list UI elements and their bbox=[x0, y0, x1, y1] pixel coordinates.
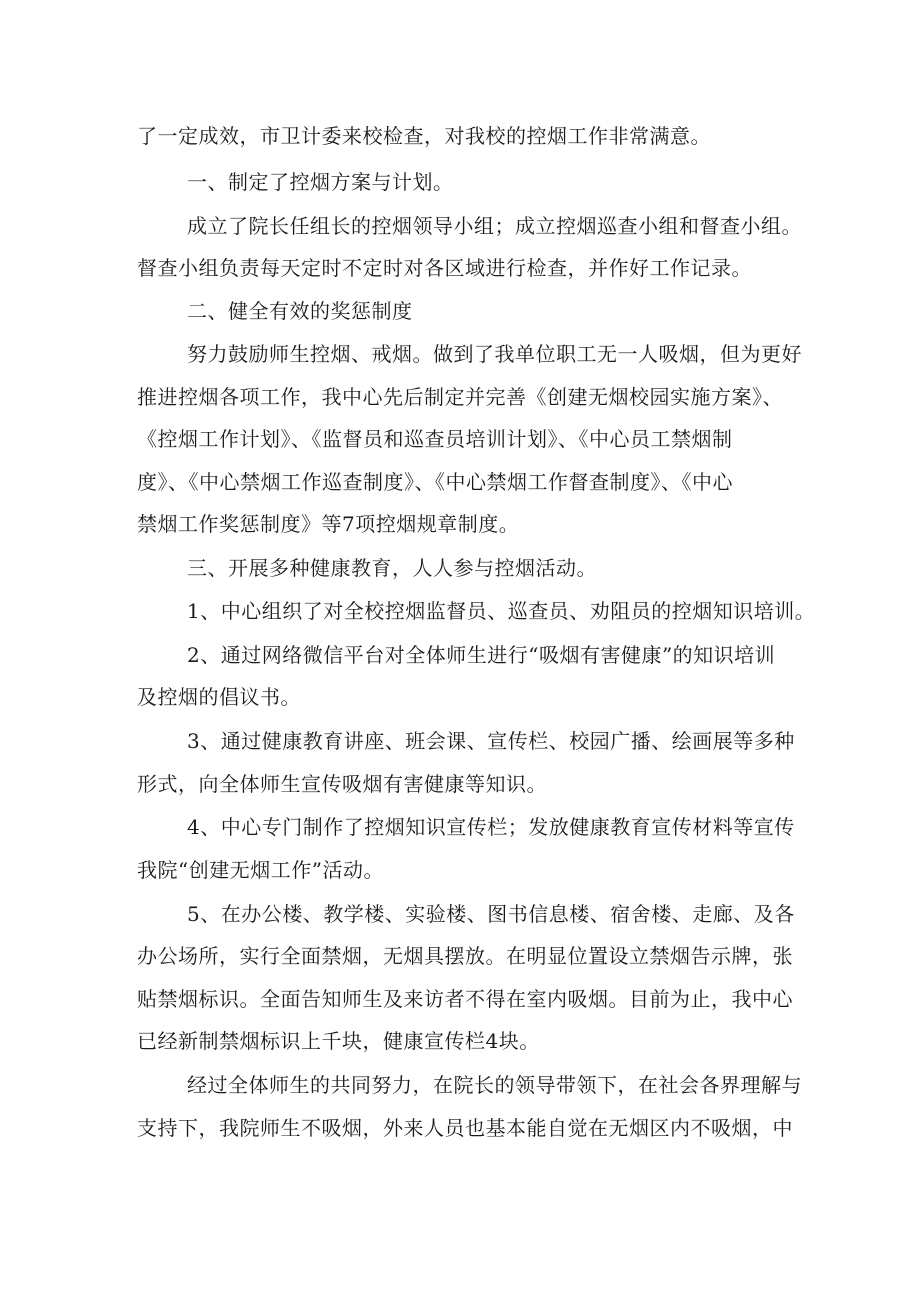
paragraph-line: 经过全体师生的共同努力，在院长的领导带领下，在社会各界理解与 bbox=[187, 1073, 802, 1097]
section-heading: 二、健全有效的奖惩制度 bbox=[187, 299, 413, 323]
paragraph-line: 贴禁烟标识。全面告知师生及来访者不得在室内吸烟。目前为止，我中心 bbox=[137, 987, 793, 1011]
paragraph-line: 推进控烟各项工作，我中心先后制定并完善《创建无烟校园实施方案》、 bbox=[137, 385, 783, 409]
paragraph-line: 我院“创建无烟工作”活动。 bbox=[137, 858, 384, 882]
paragraph-line: 及控烟的倡议书。 bbox=[137, 685, 301, 709]
paragraph-line: 成立了院长任组长的控烟领导小组；成立控烟巡查小组和督查小组。 bbox=[187, 214, 802, 238]
list-item: 2、通过网络微信平台对全体师生进行“吸烟有害健康”的知识培训 bbox=[187, 643, 776, 667]
paragraph-line: 督查小组负责每天定时不定时对各区域进行检查，并作好工作记录。 bbox=[137, 256, 752, 280]
section-heading: 一、制定了控烟方案与计划。 bbox=[187, 170, 454, 194]
paragraph-line: 禁烟工作奖惩制度》等7项控烟规章制度。 bbox=[137, 512, 520, 536]
paragraph-line: 了一定成效，市卫计委来校检查，对我校的控烟工作非常满意。 bbox=[137, 124, 711, 148]
paragraph-line: 已经新制禁烟标识上千块，健康宣传栏4块。 bbox=[137, 1029, 540, 1053]
paragraph-line: 《控烟工作计划》、《监督员和巡查员培训计划》、《中心员工禁烟制 bbox=[137, 427, 733, 451]
list-item: 1、中心组织了对全校控烟监督员、巡查员、劝阻员的控烟知识培训。 bbox=[187, 599, 816, 623]
paragraph-line: 形式，向全体师生宣传吸烟有害健康等知识。 bbox=[137, 772, 547, 796]
list-item: 3、通过健康教育讲座、班会课、宣传栏、校园广播、绘画展等多种 bbox=[187, 729, 795, 753]
paragraph-line: 支持下，我院师生不吸烟，外来人员也基本能自觉在无烟区内不吸烟，中 bbox=[137, 1116, 793, 1140]
list-item: 5、在办公楼、教学楼、实验楼、图书信息楼、宿舍楼、走廊、及各 bbox=[187, 902, 795, 926]
section-heading: 三、开展多种健康教育，人人参与控烟活动。 bbox=[187, 556, 597, 580]
paragraph-line: 努力鼓励师生控烟、戒烟。做到了我单位职工无一人吸烟，但为更好 bbox=[187, 342, 802, 366]
paragraph-line: 度》、《中心禁烟工作巡查制度》、《中心禁烟工作督查制度》、《中心 bbox=[137, 470, 733, 494]
paragraph-line: 办公场所，实行全面禁烟，无烟具摆放。在明显位置设立禁烟告示牌，张 bbox=[137, 944, 793, 968]
list-item: 4、中心专门制作了控烟知识宣传栏；发放健康教育宣传材料等宣传 bbox=[187, 815, 795, 839]
